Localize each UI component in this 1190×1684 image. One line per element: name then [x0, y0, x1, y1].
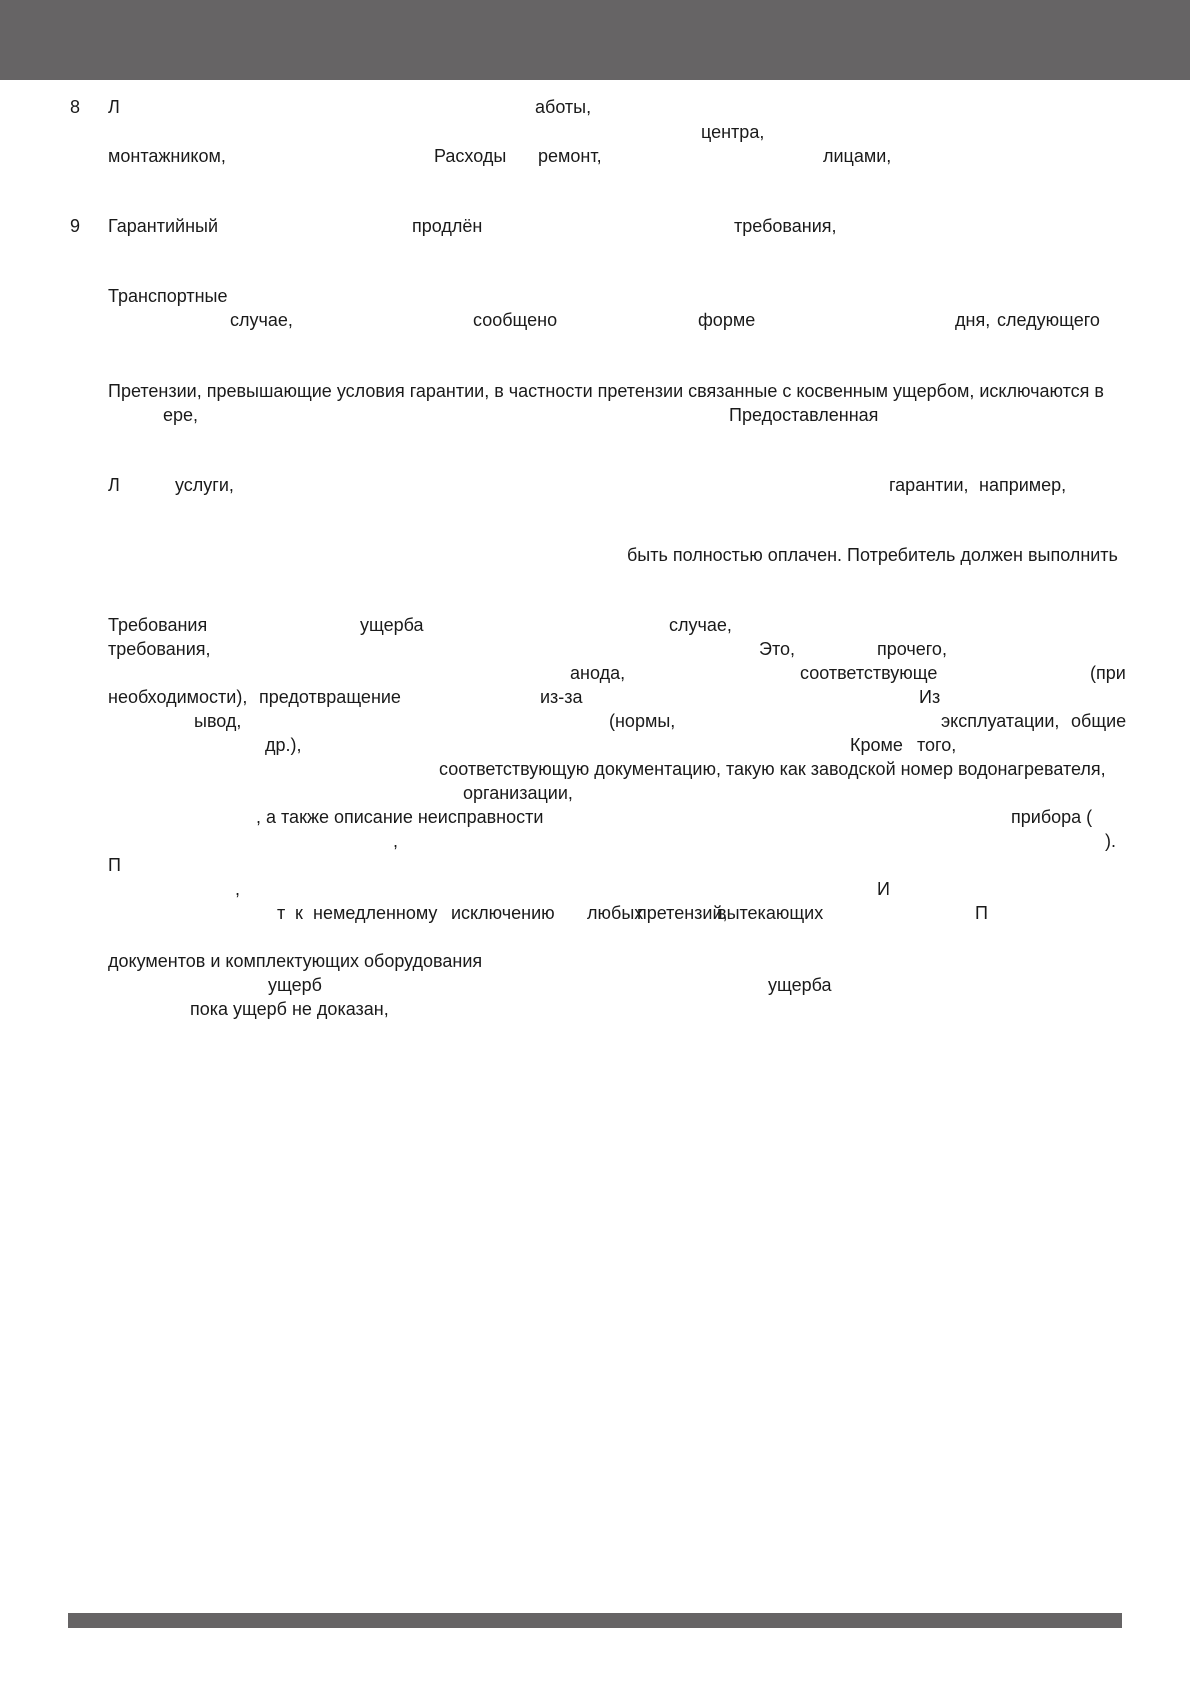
- text-fragment: дня,: [955, 310, 991, 330]
- text-fragment: документов и комплектующих оборудования: [108, 951, 483, 971]
- text-fragment: продлён: [412, 216, 483, 236]
- text-fragment: центра,: [701, 122, 765, 142]
- text-fragment: быть полностью оплачен. Потребитель должен выполнить: [627, 545, 1118, 565]
- text-fragment: претензий,: [637, 903, 728, 923]
- text-fragment: П: [975, 903, 988, 923]
- text-fragment: любых: [587, 903, 644, 923]
- text-fragment: следующего: [997, 310, 1100, 330]
- text-fragment: например,: [979, 475, 1067, 495]
- text-fragment: Из: [919, 687, 941, 707]
- text-fragment: (нормы,: [609, 711, 676, 731]
- text-fragment: форме: [698, 310, 756, 330]
- text-fragment: организации,: [463, 783, 573, 803]
- text-fragment: случае,: [669, 615, 732, 635]
- text-fragment: ).: [1105, 831, 1116, 851]
- text-fragment: общие: [1071, 711, 1127, 731]
- text-fragment: ущерба: [768, 975, 832, 995]
- text-fragment: Предоставленная: [729, 405, 879, 425]
- text-fragment: соответствующую документацию, такую как заводской номер водонагревателя,: [439, 759, 1106, 779]
- text-fragment: Л: [108, 97, 120, 117]
- text-fragment: эксплуатации,: [941, 711, 1060, 731]
- text-fragment: необходимости),: [108, 687, 248, 707]
- text-fragment: прочего,: [877, 639, 947, 659]
- text-fragment: Транспортные: [108, 286, 228, 306]
- text-fragment: ,: [393, 831, 399, 851]
- footer-bar: [68, 1613, 1122, 1628]
- text-fragment: П: [108, 855, 121, 875]
- text-fragment: др.),: [265, 735, 302, 755]
- text-fragment: немедленному: [313, 903, 438, 923]
- text-fragment: прибора (: [1011, 807, 1093, 827]
- text-fragment: вытекающих: [717, 903, 824, 923]
- text-fragment: гарантии,: [889, 475, 969, 495]
- text-fragment: предотвращение: [259, 687, 401, 707]
- text-fragment: Это,: [759, 639, 795, 659]
- text-fragment: ,: [235, 879, 241, 899]
- text-fragment: Л: [108, 475, 120, 495]
- text-fragment: сообщено: [473, 310, 558, 330]
- text-fragment: исключению: [451, 903, 555, 923]
- text-fragment: анода,: [570, 663, 626, 683]
- text-fragment: Претензии, превышающие условия гарантии, в частности претензии связанные с косвенным ущербом, исключаются в: [108, 381, 1104, 401]
- text-fragment: 8: [70, 97, 81, 117]
- text-fragment: лицами,: [823, 146, 892, 166]
- text-fragment: услуги,: [175, 475, 234, 495]
- text-fragment: пока ущерб не доказан,: [190, 999, 389, 1019]
- text-fragment: из-за: [540, 687, 583, 707]
- text-fragment: аботы,: [535, 97, 592, 117]
- text-fragment: ремонт,: [538, 146, 602, 166]
- text-fragment: ывод,: [194, 711, 242, 731]
- text-fragment: ущерба: [360, 615, 424, 635]
- text-fragment: И: [877, 879, 890, 899]
- text-fragment: требования,: [108, 639, 211, 659]
- text-fragment: монтажником,: [108, 146, 226, 166]
- text-fragment: т: [277, 903, 286, 923]
- text-fragment: ере,: [163, 405, 199, 425]
- text-fragment: Гарантийный: [108, 216, 218, 236]
- text-fragment: , а также описание неисправности: [256, 807, 544, 827]
- text-fragment: 9: [70, 216, 81, 236]
- text-fragment: Расходы: [434, 146, 507, 166]
- text-fragment: того,: [917, 735, 957, 755]
- text-fragment: Требования: [108, 615, 208, 635]
- text-fragment: ущерб: [268, 975, 322, 995]
- text-fragment: случае,: [230, 310, 293, 330]
- text-fragment: к: [295, 903, 303, 923]
- text-fragment: Кроме: [850, 735, 903, 755]
- text-fragment: (при: [1090, 663, 1126, 683]
- text-fragment: требования,: [734, 216, 837, 236]
- text-fragment: соответствующе: [800, 663, 938, 683]
